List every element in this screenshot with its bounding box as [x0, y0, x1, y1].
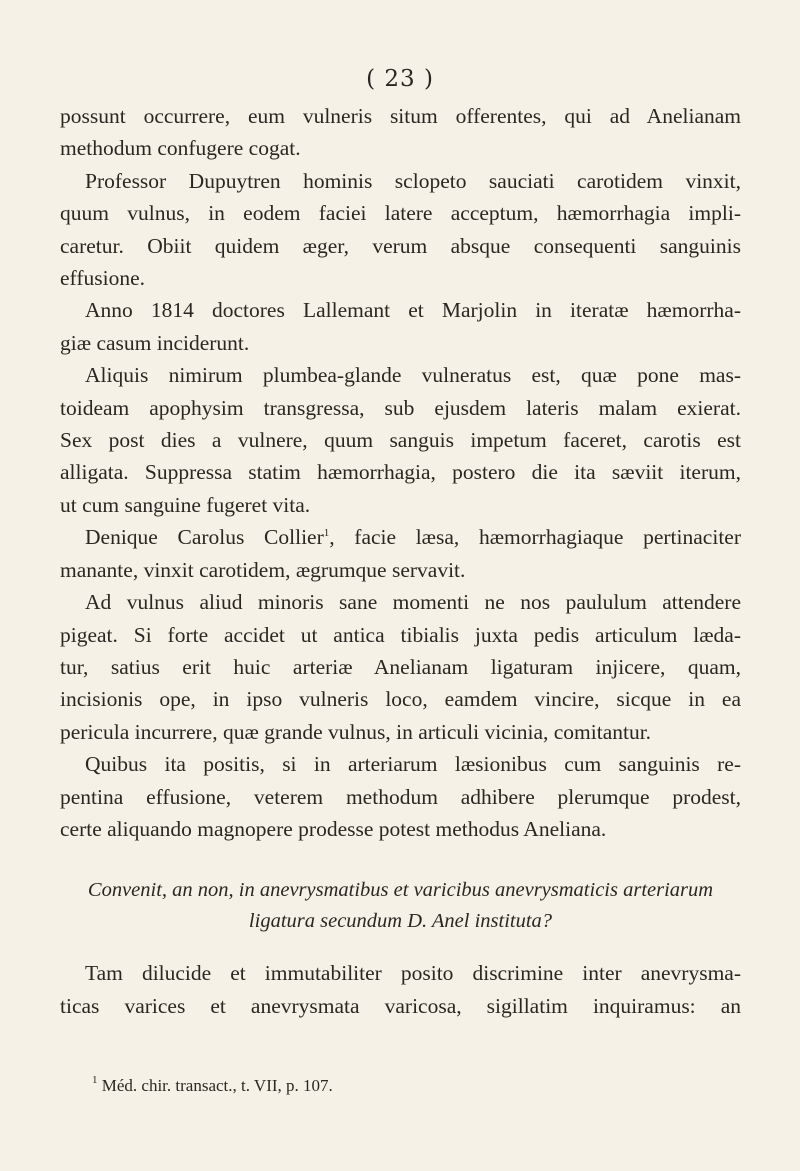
text-fragment: , facie læsa, hæmorrhagiaque pertinaciter: [329, 525, 741, 550]
footnote-marker: 1: [323, 527, 330, 540]
paragraph-6: [60, 586, 741, 748]
page-number: ( 23 ): [366, 66, 434, 92]
text-line: methodum confugere cogat.: [60, 136, 301, 161]
text-line: pentina effusione, veterem methodum adhibere plerumque prodest,: [60, 784, 741, 809]
text-line: Quibus ita positis, si in arteriarum læsionibus cum sanguinis re-: [85, 752, 741, 777]
paragraph-2: [60, 165, 741, 295]
text-line: caretur. Obiit quidem æger, verum absque consequenti sanguinis: [60, 233, 741, 258]
text-line: ticas varices et anevrysmata varicosa, sigillatim inquiramus: an: [60, 993, 741, 1018]
text-line: Professor Dupuytren hominis sclopeto sauciati carotidem vinxit,: [85, 168, 741, 193]
text-line: pigeat. Si forte accidet ut antica tibialis juxta pedis articulum læda-: [60, 622, 741, 647]
paragraph-1: [60, 100, 741, 165]
text-line: quum vulnus, in eodem faciei latere acceptum, hæmorrhagia impli-: [60, 201, 741, 226]
footnote-number: 1: [92, 1074, 98, 1086]
text-line: manante, vinxit carotidem, ægrumque servavit.: [60, 557, 466, 582]
text-line: tur, satius erit huic arteriæ Anelianam ligaturam injicere, quam,: [60, 654, 741, 679]
text-line: Anno 1814 doctores Lallemant et Marjolin in iteratæ hæmorrha-: [85, 298, 741, 323]
paragraph-8: [60, 957, 741, 1022]
text-line: ut cum sanguine fugeret vita.: [60, 492, 311, 517]
footnote: [92, 1075, 333, 1097]
text-line: possunt occurrere, eum vulneris situm offerentes, qui ad Anelianam: [60, 104, 741, 128]
heading-line: ligatura secundum D. Anel instituta?: [248, 910, 553, 933]
text-line: alligata. Suppressa statim hæmorrhagia, postero die ita sæviit iterum,: [60, 460, 741, 485]
text-line: Sex post dies a vulnere, quum sanguis impetum faceret, carotis est: [60, 428, 741, 453]
text-line: [60, 521, 741, 553]
text-line: certe aliquando magnopere prodesse potest methodus Aneliana.: [60, 816, 607, 841]
text-line: giæ casum inciderunt.: [60, 330, 250, 355]
text-line: incisionis ope, in ipso vulneris loco, eamdem vincire, sicque in ea: [60, 687, 741, 712]
text-line: Tam dilucide et immutabiliter posito discrimine inter anevrysma-: [85, 961, 741, 986]
text-line: Ad vulnus aliud minoris sane momenti ne nos paululum attendere: [85, 590, 741, 615]
heading-line: Convenit, an non, in anevrysmatibus et varicibus anevrysmaticis arteriarum: [87, 879, 714, 902]
paragraph-4: [60, 359, 741, 521]
paragraph-3: [60, 294, 741, 359]
body-text: [60, 100, 741, 1022]
text-line: toideam apophysim transgressa, sub ejusdem lateris malam exierat.: [60, 395, 741, 420]
footnote-text: Méd. chir. transact., t. VII, p. 107.: [97, 1076, 333, 1095]
text-line: effusione.: [60, 266, 145, 291]
section-heading: [60, 875, 741, 937]
text-line: pericula incurrere, quæ grande vulnus, in articuli vicinia, comitantur.: [60, 719, 652, 744]
paragraph-7: [60, 748, 741, 845]
text-fragment: Denique Carolus Collier: [85, 525, 324, 550]
paragraph-5: [60, 521, 741, 586]
text-line: Aliquis nimirum plumbea-glande vulneratus est, quæ pone mas-: [85, 363, 741, 388]
